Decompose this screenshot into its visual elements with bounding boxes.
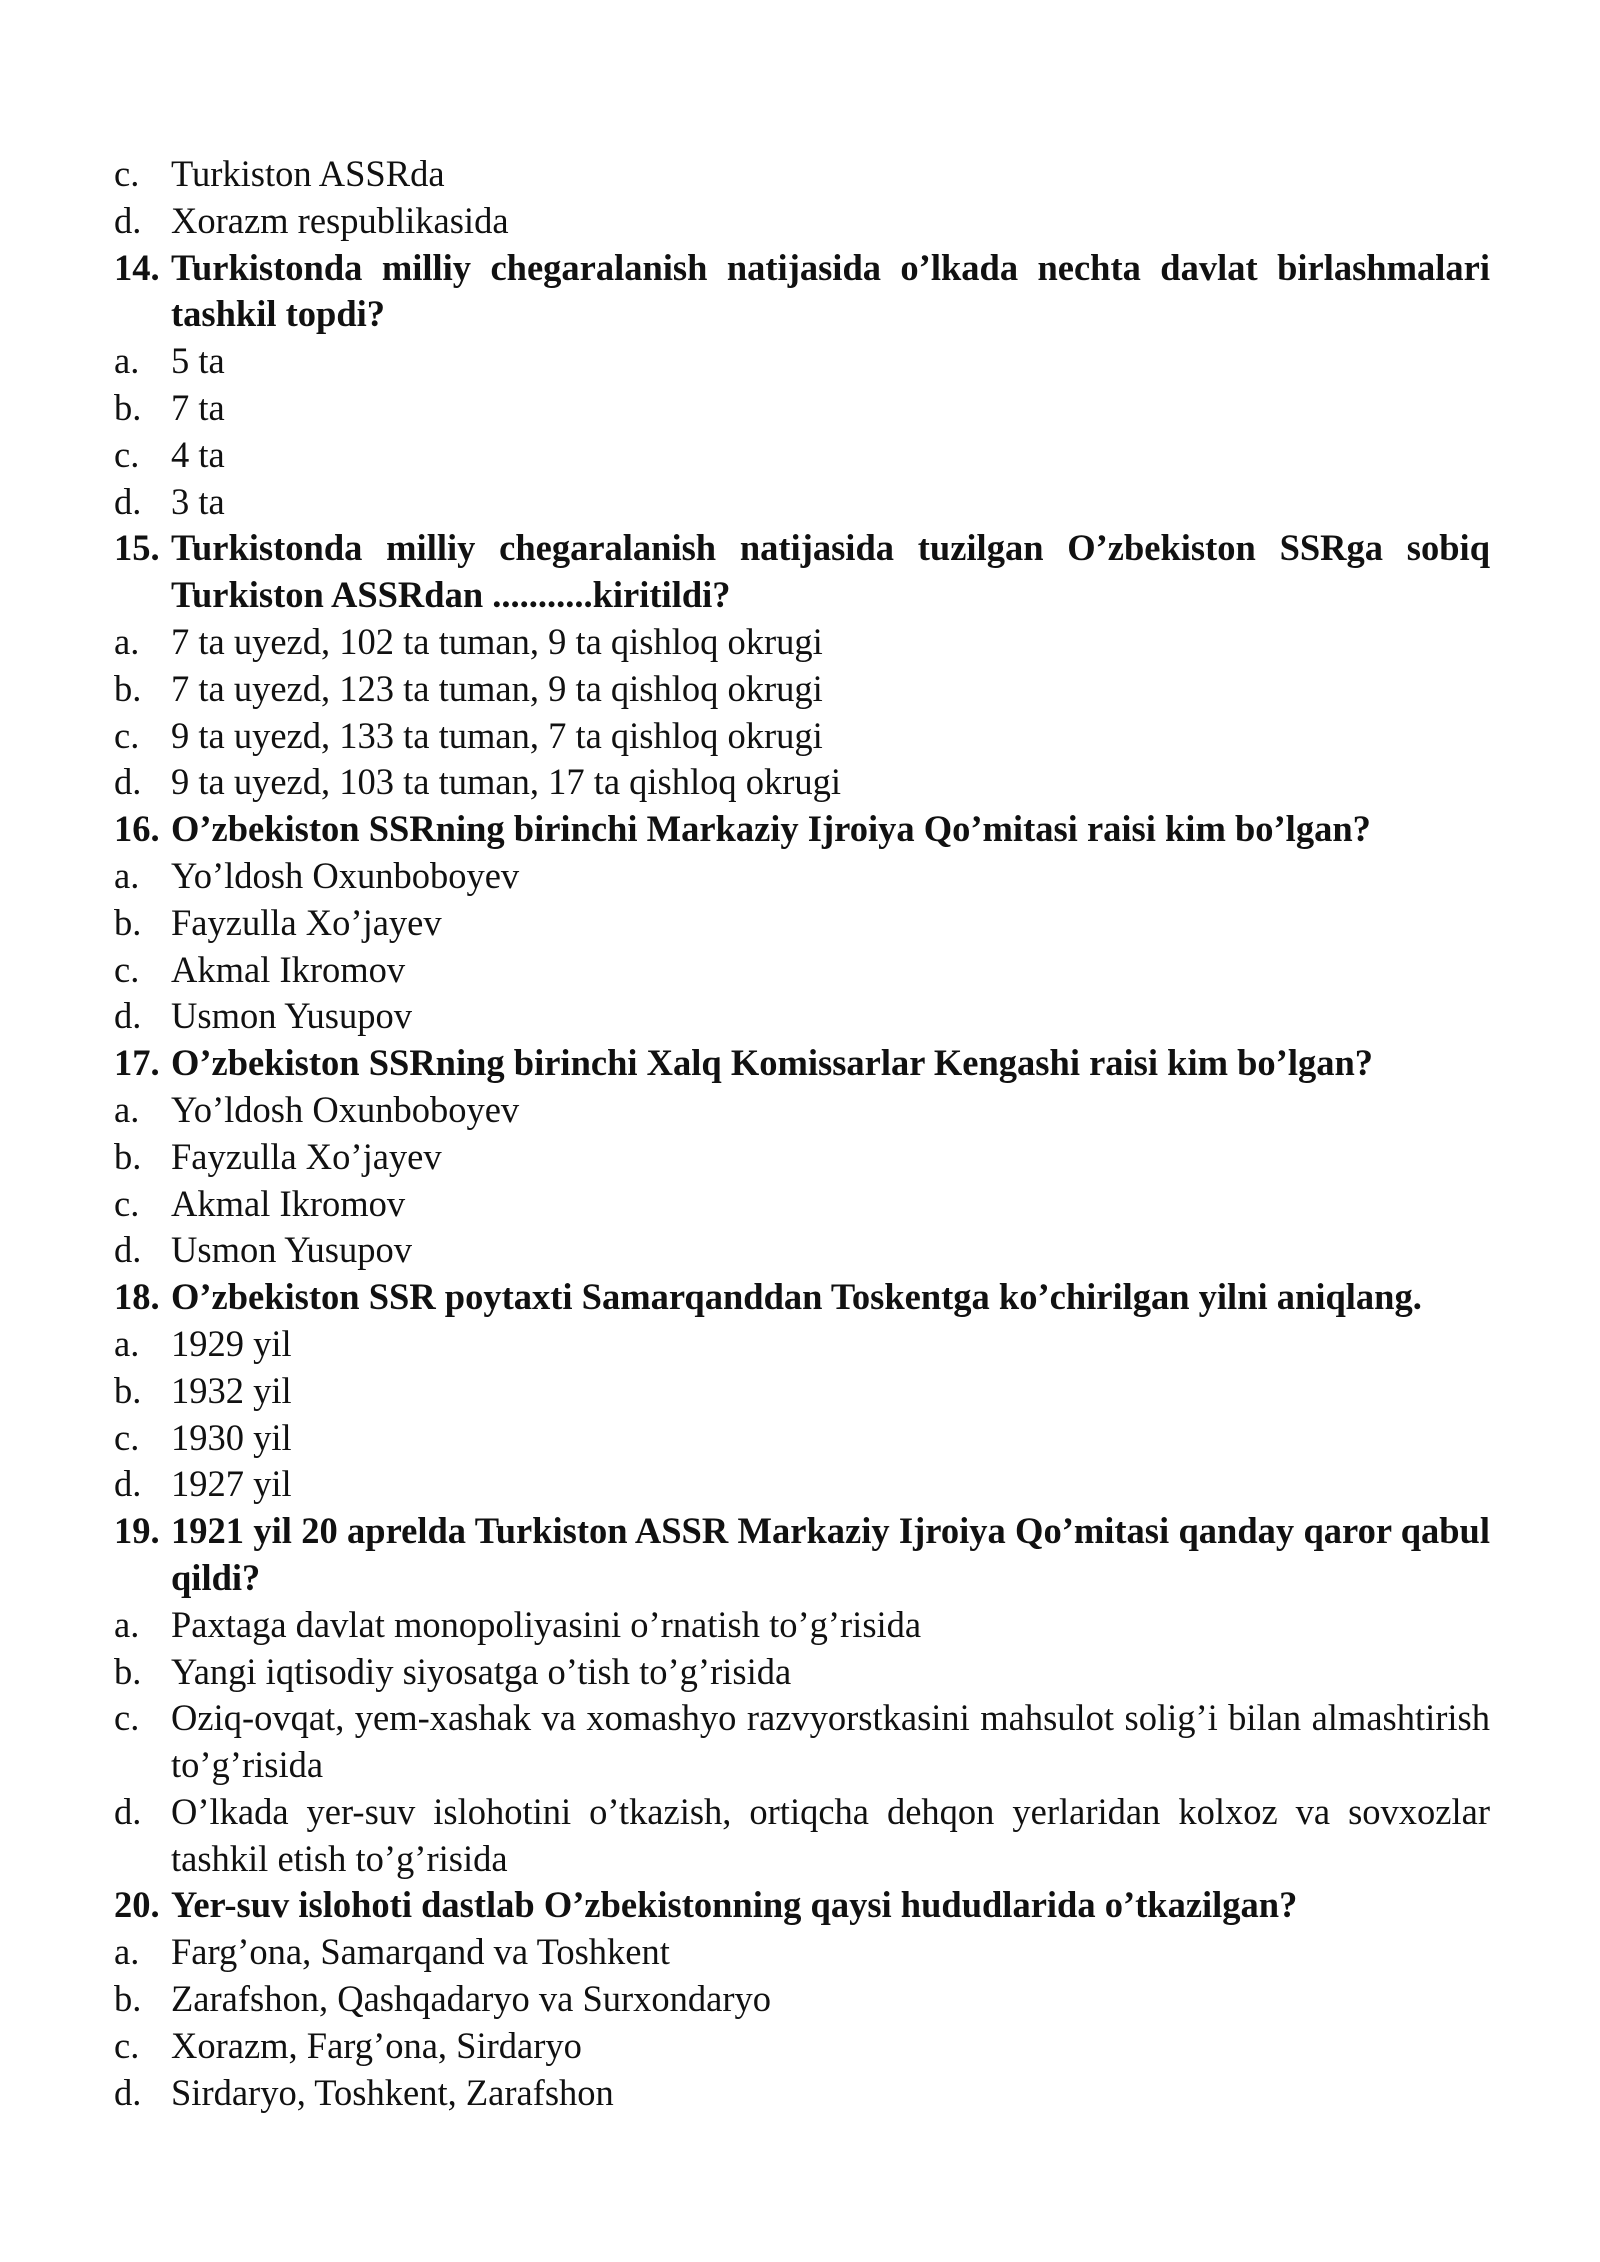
- option-text: 1927 yil: [171, 1463, 292, 1505]
- option-letter: b.: [114, 386, 142, 428]
- option-text: 7 ta uyezd, 102 ta tuman, 9 ta qishloq okrugi: [171, 620, 823, 662]
- answer-option: [114, 619, 1490, 666]
- option-text: 1929 yil: [171, 1322, 292, 1364]
- option-text: Fayzulla Xo’jayev: [171, 1135, 442, 1177]
- question-text: O’zbekiston SSRning birinchi Xalq Komissarlar Kengashi raisi kim bo’lgan?: [171, 1042, 1374, 1084]
- option-text: 1930 yil: [171, 1416, 292, 1458]
- question-number: 16.: [114, 808, 160, 850]
- option-letter: a.: [114, 854, 140, 896]
- answer-option: [114, 2070, 1490, 2117]
- option-text: Fayzulla Xo’jayev: [171, 901, 442, 943]
- answer-option: [114, 1649, 1490, 1696]
- question-item: [114, 1508, 1490, 1602]
- option-text: 1932 yil: [171, 1369, 292, 1411]
- question-number: 19.: [114, 1510, 160, 1552]
- option-text: Yangi iqtisodiy siyosatga o’tish to’g’risida: [171, 1650, 792, 1692]
- option-letter: d.: [114, 1229, 142, 1271]
- answer-option: [114, 2023, 1490, 2070]
- answer-option: [114, 1461, 1490, 1508]
- answer-option: [114, 1602, 1490, 1649]
- option-text: Akmal Ikromov: [171, 948, 406, 990]
- option-letter: d.: [114, 1790, 142, 1832]
- option-text: 7 ta: [171, 386, 225, 428]
- option-text: Xorazm, Farg’ona, Sirdaryo: [171, 2024, 582, 2066]
- option-text: 9 ta uyezd, 133 ta tuman, 7 ta qishloq okrugi: [171, 714, 823, 756]
- option-letter: c.: [114, 153, 140, 194]
- question-item: [114, 245, 1490, 339]
- answer-option: [114, 993, 1490, 1040]
- question-text: Turkistonda milliy chegaralanish natijasida o’lkada nechta davlat birlashmalari tashkil topdi?: [171, 246, 1490, 335]
- option-letter: c.: [114, 948, 140, 990]
- option-letter: b.: [114, 901, 142, 943]
- question-text: O’zbekiston SSR poytaxti Samarqanddan Toskentga ko’chirilgan yilni aniqlang.: [171, 1276, 1422, 1318]
- answer-option: [114, 1134, 1490, 1181]
- answer-option: [114, 1415, 1490, 1462]
- option-letter: b.: [114, 1650, 142, 1692]
- option-letter: d.: [114, 480, 142, 522]
- option-letter: d.: [114, 995, 142, 1037]
- answer-option: [114, 151, 1490, 198]
- option-letter: a.: [114, 1322, 140, 1364]
- answer-option: [114, 666, 1490, 713]
- option-letter: d.: [114, 1463, 142, 1505]
- question-text: 1921 yil 20 aprelda Turkiston ASSR Markaziy Ijroiya Qo’mitasi qanday qaror qabul qildi?: [171, 1510, 1490, 1598]
- option-text: Sirdaryo, Toshkent, Zarafshon: [171, 2071, 614, 2113]
- question-item: [114, 525, 1490, 619]
- question-item: [114, 806, 1490, 853]
- option-letter: b.: [114, 1135, 142, 1177]
- question-text: Yer-suv islohoti dastlab O’zbekistonning qaysi hududlarida o’tkazilgan?: [171, 1884, 1298, 1926]
- option-letter: a.: [114, 1088, 140, 1130]
- option-text: Akmal Ikromov: [171, 1182, 406, 1224]
- answer-option: [114, 900, 1490, 947]
- document-page: [114, 151, 1490, 2116]
- question-number: 15.: [114, 527, 160, 569]
- answer-option: [114, 1976, 1490, 2023]
- question-text: O’zbekiston SSRning birinchi Markaziy Ijroiya Qo’mitasi raisi kim bo’lgan?: [171, 808, 1371, 850]
- question-number: 18.: [114, 1276, 160, 1318]
- answer-option: [114, 1929, 1490, 1976]
- answer-option: [114, 1368, 1490, 1415]
- option-text: 9 ta uyezd, 103 ta tuman, 17 ta qishloq okrugi: [171, 761, 842, 803]
- answer-option: [114, 713, 1490, 760]
- option-letter: b.: [114, 1978, 142, 2020]
- option-letter: a.: [114, 340, 140, 382]
- option-letter: b.: [114, 667, 142, 709]
- option-letter: a.: [114, 620, 140, 662]
- option-text: 4 ta: [171, 433, 225, 475]
- option-text: Usmon Yusupov: [171, 995, 412, 1037]
- option-text: Farg’ona, Samarqand va Toshkent: [171, 1931, 670, 1973]
- answer-option: [114, 1227, 1490, 1274]
- question-number: 14.: [114, 246, 160, 288]
- option-text: Xorazm respublikasida: [171, 199, 509, 241]
- option-text: Paxtaga davlat monopoliyasini o’rnatish to’g’risida: [171, 1603, 922, 1645]
- question-text: Turkistonda milliy chegaralanish natijasida tuzilgan O’zbekiston SSRga sobiq Turkiston ASSRdan ...........kiritildi?: [171, 527, 1490, 616]
- answer-option: [114, 198, 1490, 245]
- option-letter: c.: [114, 2024, 140, 2066]
- question-item: [114, 1882, 1490, 1929]
- question-item: [114, 1040, 1490, 1087]
- answer-option: [114, 1695, 1490, 1789]
- answer-option: [114, 385, 1490, 432]
- option-letter: c.: [114, 1416, 140, 1458]
- option-letter: a.: [114, 1931, 140, 1973]
- option-letter: b.: [114, 1369, 142, 1411]
- question-number: 20.: [114, 1884, 160, 1926]
- question-item: [114, 1274, 1490, 1321]
- option-letter: c.: [114, 714, 140, 756]
- option-text: 3 ta: [171, 480, 225, 522]
- answer-option: [114, 1181, 1490, 1228]
- option-text: Usmon Yusupov: [171, 1229, 412, 1271]
- option-letter: d.: [114, 199, 142, 241]
- option-letter: a.: [114, 1603, 140, 1645]
- option-letter: c.: [114, 433, 140, 475]
- answer-option: [114, 432, 1490, 479]
- question-number: 17.: [114, 1042, 160, 1084]
- answer-option: [114, 759, 1490, 806]
- option-letter: c.: [114, 1182, 140, 1224]
- option-letter: c.: [114, 1697, 140, 1739]
- option-text: O’lkada yer-suv islohotini o’tkazish, ortiqcha dehqon yerlaridan kolxoz va sovxozlar tashkil etish to’g’risida: [171, 1790, 1490, 1879]
- answer-option: [114, 853, 1490, 900]
- option-text: Yo’ldosh Oxunboboyev: [171, 1088, 520, 1130]
- answer-option: [114, 947, 1490, 994]
- option-letter: d.: [114, 761, 142, 803]
- option-text: Turkiston ASSRda: [171, 153, 445, 194]
- option-text: Oziq-ovqat, yem-xashak va xomashyo razvyorstkasini mahsulot solig’i bilan almashtirish to’g’risida: [171, 1697, 1490, 1786]
- option-text: 7 ta uyezd, 123 ta tuman, 9 ta qishloq okrugi: [171, 667, 823, 709]
- answer-option: [114, 479, 1490, 526]
- answer-option: [114, 338, 1490, 385]
- option-text: Zarafshon, Qashqadaryo va Surxondaryo: [171, 1978, 772, 2020]
- answer-option: [114, 1321, 1490, 1368]
- answer-option: [114, 1087, 1490, 1134]
- option-text: Yo’ldosh Oxunboboyev: [171, 854, 520, 896]
- option-text: 5 ta: [171, 340, 225, 382]
- option-letter: d.: [114, 2071, 142, 2113]
- answer-option: [114, 1789, 1490, 1883]
